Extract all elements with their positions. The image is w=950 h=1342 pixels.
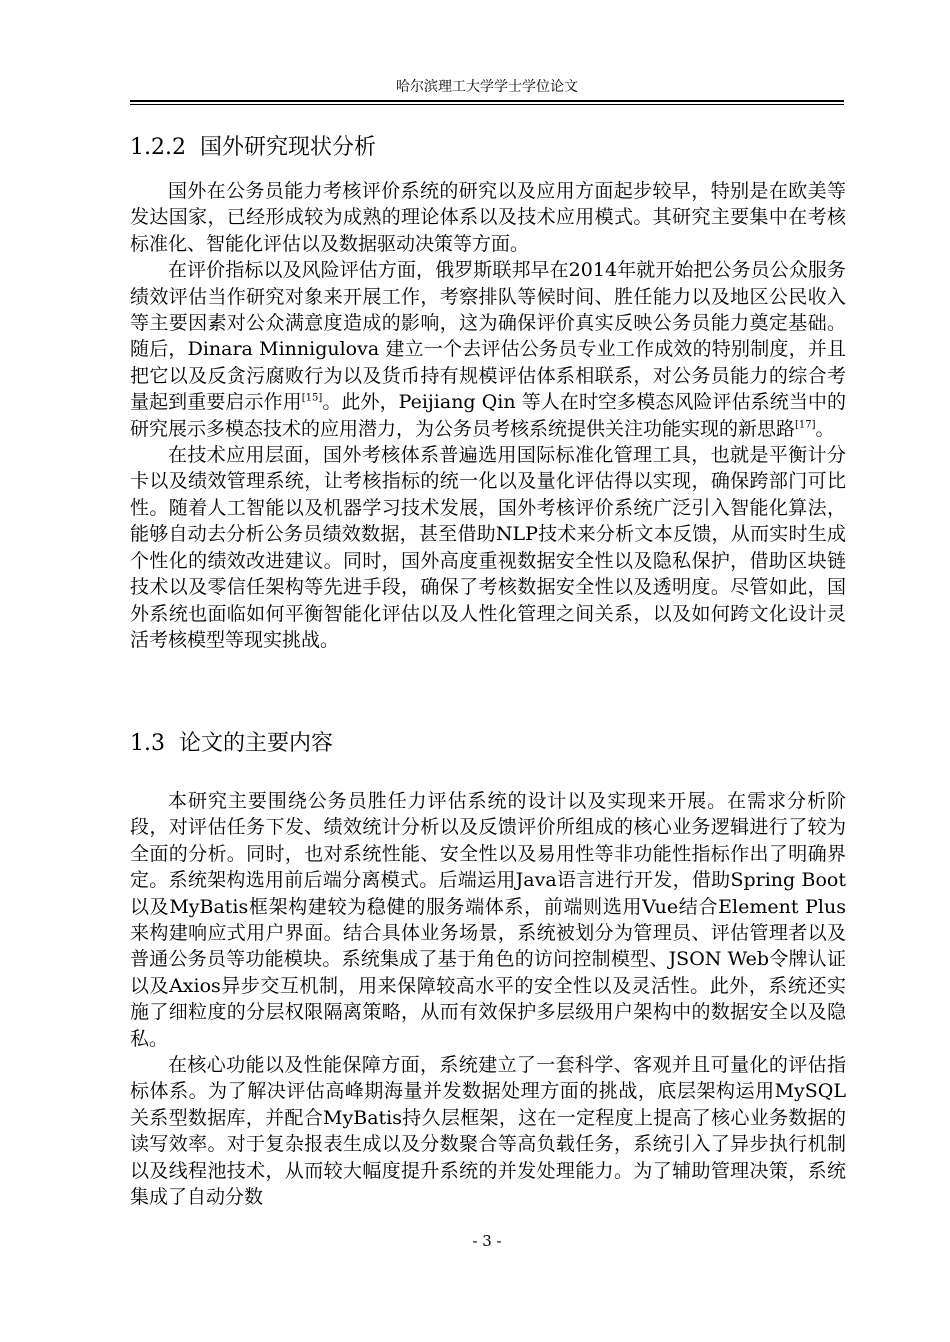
header-rule-thin — [130, 104, 844, 105]
paragraph: 国外在公务员能力考核评价系统的研究以及应用方面起步较早，特别是在欧美等发达国家，已经形成较为成熟的理论体系以及技术应用模式。其研究主要集中在考核标准化、智能化评估以及数据驱动决策等方面。 — [130, 180, 846, 255]
section-number: 1.2.2 — [130, 135, 186, 160]
section-number: 1.3 — [130, 731, 165, 756]
section-body-1-2-2 — [130, 178, 846, 653]
paragraph: 在技术应用层面，国外考核体系普遍选用国际标准化管理工具，也就是平衡计分卡以及绩效管理系统，让考核指标的统一化以及量化评估得以实现，确保跨部门可比性。随着人工智能以及机器学习技术发展，国外考核评价系统广泛引入智能化算法，能够自动去分析公务员绩效数据，甚至借助NLP技术来分析文本反馈，从而实时生成个性化的绩效改进建议。同时，国外高度重视数据安全性以及隐私保护，借助区块链技术以及零信任架构等先进手段，确保了考核数据安全性以及透明度。尽管如此，国外系统也面临如何平衡智能化评估以及人性化管理之间关系，以及如何跨文化设计灵活考核模型等现实挑战。 — [130, 444, 846, 651]
paragraph — [130, 257, 846, 442]
header-rule-thick — [130, 100, 844, 102]
running-header: 哈尔滨理工大学学士学位论文 — [396, 79, 578, 95]
paragraph: 在核心功能以及性能保障方面，系统建立了一套科学、客观并且可量化的评估指标体系。为了解决评估高峰期海量并发数据处理方面的挑战，底层架构运用MySQL关系型数据库，并配合MyBatis持久层框架，这在一定程度上提高了核心业务数据的读写效率。对于复杂报表生成以及分数聚合等高负载任务，系统引入了异步执行机制以及线程池技术，从而较大幅度提升系统的并发处理能力。为了辅助管理决策，系统集成了自动分数 — [130, 1054, 846, 1209]
paragraph-text: 。此外，Peijiang Qin 等人在时空多模态风险评估系统当中的研究展示多模态技术的应用潜力，为公务员考核系统提供关注功能实现的新思路 — [130, 391, 846, 440]
page-number: - 3 - — [472, 1232, 502, 1250]
section-title: 国外研究现状分析 — [199, 135, 376, 160]
paragraph-text: 。 — [815, 417, 835, 440]
section-heading-1-2-2 — [130, 134, 376, 162]
citation-ref: [17] — [795, 419, 816, 431]
section-heading-1-3 — [130, 730, 333, 758]
paragraph: 本研究主要围绕公务员胜任力评估系统的设计以及实现来开展。在需求分析阶段，对评估任务下发、绩效统计分析以及反馈评价所组成的核心业务逻辑进行了较为全面的分析。同时，也对系统性能、安全性以及易用性等非功能性指标作出了明确界定。系统架构选用前后端分离模式。后端运用Java语言进行开发，借助Spring Boot以及MyBatis框架构建较为稳健的服务端体系，前端则选用Vue结合Element Plus来构建响应式用户界面。结合具体业务场景，系统被划分为管理员、评估管理者以及普通公务员等功能模块。系统集成了基于角色的访问控制模型、JSON Web令牌认证以及Axios异步交互机制，用来保障较高水平的安全性以及灵活性。此外，系统还实施了细粒度的分层权限隔离策略，从而有效保护多层级用户架构中的数据安全以及隐私。 — [130, 790, 846, 1050]
section-body-1-3 — [130, 788, 846, 1211]
section-title: 论文的主要内容 — [179, 731, 334, 756]
paragraph-text: 在评价指标以及风险评估方面，俄罗斯联邦早在2014年就开始把公务员公众服务绩效评估当作研究对象来开展工作，考察排队等候时间、胜任能力以及地区公民收入等主要因素对公众满意度造成的影响，这为确保评价真实反映公务员能力奠定基础。随后，Dinara Minnigulova 建立一个去评估公务员专业工作成效的特别制度，并且把它以及反贪污腐败行为以及货币持有规模评估体系相联系，对公务员能力的综合考量起到重要启示作用 — [130, 259, 846, 414]
citation-ref: [15] — [301, 392, 323, 404]
